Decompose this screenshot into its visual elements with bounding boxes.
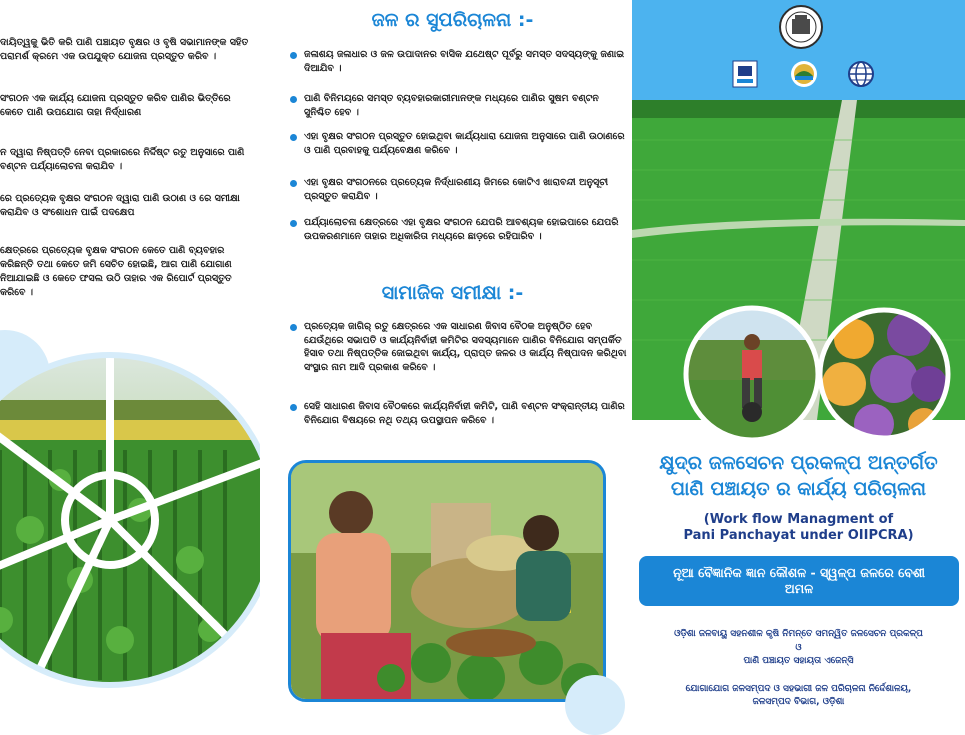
footer-contact-line-2: ଜଳସମ୍ପଦ ବିଭାଗ, ଓଡ଼ିଶା: [752, 697, 845, 707]
footer-project-line-3: ପାଣି ପଞ୍ଚାୟତ ସହାୟତା ଏଜେନ୍ସି: [743, 656, 854, 666]
decorative-bubble: [565, 675, 625, 735]
globe-logo-icon: [847, 60, 875, 88]
bullet-water-5: ପର୍ଯ୍ୟାଲୋଚନା କ୍ଷେତ୍ରରେ ଏହା ବୃକ୍ଷର ସଂଗଠନ ଯେପରି ଆବଶ୍ୟକ ହୋଇପାରେ ଯେପରି ଉପକରଣମାନେ ତାହାର ଅଧିକାରିତା ମଧ୍ୟରେ ଛାଡ଼ରେ ରହିପାରିବ ।: [290, 216, 629, 243]
left-paragraph-4: ରେ ପ୍ରତ୍ୟେକ ବୃକ୍ଷର ସଂଗଠନ ଦ୍ୱାରା ପାଣି ଉଠାଣ ଓ ରେ ସମୀକ୍ଷା କରାଯିବ ଓ ସଂଶୋଧନ ପାଇଁ ପଦକ୍ଷେପ: [0, 193, 240, 218]
farmer-tilling-photo: [682, 300, 822, 448]
header-bar: [632, 0, 965, 100]
left-paragraph-5: କ୍ଷେତ୍ରରେ ପ୍ରତ୍ୟେକ ବୃକ୍ଷକ ସଂଗଠନ କେତେ ପାଣି ବ୍ୟବହାର କରିଛନ୍ତି ତଥା କେତେ ଜମି ସେଚିତ ହୋଇଛି, ଆଗ ପାଣି ଯୋଗାଣ ନିଆଯାଇଛି ଓ କେତେ ଫସଲ ଉଠି ତାହାର ଏକ ରିପୋର୍ଟ ପ୍ରସ୍ତୁତ କରିବେ ।: [0, 245, 232, 298]
left-panel: [0, 0, 275, 731]
title-odia-line-1: କ୍ଷୁଦ୍ର ଜଳସେଚନ ପ୍ରକଳ୍ପ ଅନ୍ତର୍ଗତ: [659, 452, 938, 474]
title-odia-line-2: ପାଣି ପଞ୍ଚାୟତ ର କାର୍ଯ୍ୟ ପରିଚାଳନା: [670, 478, 927, 500]
bullet-water-3: ଏହା ବୃକ୍ଷର ସଂଗଠନ ପ୍ରସ୍ତୁତ ହୋଇଥିବା କାର୍ଯ୍ୟଧାରା ଯୋଜନା ଅନୁସାରେ ପାଣି ଉଠାଣରେ ଓ ପାଣି ପ୍ରବାହକୁ ପର୍ଯ୍ୟବେକ୍ଷଣ କରିବେ ।: [290, 130, 629, 157]
heading-social-audit: ସାମାଜିକ ସମୀକ୍ଷା :-: [381, 282, 524, 304]
left-paragraph-3: ନ ଦ୍ୱାରା ନିଷ୍ପତ୍ତି ନେବା ପ୍ରକାରରେ ନିର୍ଦ୍ଦିଷ୍ଟ ରତୁ ଅନୁସାରେ ପାଣି ବଣ୍ଟନ ପର୍ଯ୍ୟାଲୋଚନା କରାଯିବ ।: [0, 147, 245, 172]
bullet-water-1: ଜଳାଶୟ ଜଳାଧାର ଓ ଜଳ ଉପାଦାନର ବାସିକ ଯଥେଷ୍ଟ ପୂର୍ବରୁ ସମସ୍ତ ସଦସ୍ୟଙ୍କୁ ଜଣାଇ ଦିଆଯିବ ।: [290, 48, 629, 75]
crop-wheel-image: [0, 340, 260, 690]
right-panel: [632, 0, 965, 731]
oiipcra-logo-icon: [790, 60, 818, 88]
left-paragraph-2: ସଂଗଠନ ଏକ କାର୍ଯ୍ୟ ଯୋଜନା ପ୍ରସ୍ତୁତ କରିବ ପାଣିର ଭିତ୍ତିରେ କେତେ ପାଣି ଉପଯୋଗ ତାହା ନିର୍ଦ୍ଧାରଣ: [0, 93, 231, 118]
bullet-water-2: ପାଣି ବିନିମୟରେ ସମସ୍ତ ବ୍ୟବହାରକାରୀମାନଙ୍କ ମଧ୍ୟରେ ପାଣିର ସୁଷମ ବଣ୍ଟନ ସୁନିଶ୍ଚିତ ହେବ ।: [290, 92, 629, 119]
women-sorting-produce-photo: [288, 460, 606, 702]
bullet-social-2: ସେହି ସାଧାରଣ ଜିବାସ ବୈଠକରେ କାର୍ଯ୍ୟନିର୍ବାହୀ କମିଟି, ପାଣି ବଣ୍ଟନ ସଂକ୍ରାନ୍ତୀୟ ପାଣିର ବିନିଯୋଗ ବିଷୟରେ ନଥି ତଥ୍ୟ ଉପସ୍ଥାପନ କରିବେ ।: [290, 400, 629, 427]
bullet-social-1: ପ୍ରତ୍ୟେକ ଜାଗିର୍ ରତୁ କ୍ଷେତ୍ରରେ ଏକ ସାଧାରଣ ଜିବାସ ବୈଠକ ଅନୁଷ୍ଠିତ ହେବ ଯେଉଁଥିରେ ସଭାପତି ଓ କାର୍ଯ୍ୟନିର୍ବାହୀ କମିଟିର ସଦସ୍ୟମାନେ ପାଣିର ବିନିଯୋଗ ସମ୍ପର୍କିତ ହିସାବ ତଥା ନିଷ୍ପତ୍ତିକ ଜୋଇଥିବା କାର୍ଯ୍ୟ, ପ୍ରାପ୍ତ ଜଳର ଓ କାର୍ଯ୍ୟ ନିଷ୍ପାଦନ କରିଥିବା ସଂସ୍ଥାର ନାମ ଆଦି ପ୍ରକାଶ କରିବେ ।: [290, 320, 629, 374]
footer-contact-line-1: ଯୋଗାଯୋଗ ଜଳସମ୍ପଦ ଓ ସହଭାଗୀ ଜଳ ପରିଚାଳନା ନିର୍ଦ୍ଦେଶାଳୟ,: [685, 684, 912, 694]
middle-panel: [275, 0, 630, 731]
tagline-line-2: ଅମଳ: [784, 581, 814, 596]
bank-logo-icon: [732, 60, 758, 88]
heading-water-management: ଜଳ ର ସୁପରିଚାଳନା :-: [371, 9, 534, 31]
cauliflower-photo: [814, 304, 954, 444]
tagline-banner: [639, 556, 959, 606]
photo-illustration: [291, 463, 603, 699]
title-english-line-2: Pani Panchayat under OIIPCRA): [683, 528, 914, 543]
footer-project-line-2: ଓ: [795, 643, 802, 653]
emblem-icon: [778, 3, 824, 55]
tagline-line-1: ନୂଆ ବୈଜ୍ଞାନିକ ଜ୍ଞାନ କୌଶଳ - ସ୍ୱଳ୍ପ ଜଳରେ ବେଶୀ: [673, 565, 925, 580]
title-english-line-1: (Work flow Managment of: [703, 512, 894, 527]
left-paragraph-1: ଦାୟିତ୍ୱକୁ ଭିତି କରି ପାଣି ପଞ୍ଚାୟତ ବୃକ୍ଷର ଓ ବୃଷି ସଭାମାନଙ୍କ ସହିତ ପରାମର୍ଶ କ୍ରମେ ଏକ ଉପଯୁକ୍ତ ଯୋଜନା ପ୍ରସ୍ତୁତ କରିବ ।: [0, 37, 249, 62]
footer-project-line-1: ଓଡ଼ିଶା ଜଳବାୟୁ ସହନଶୀଳ କୃଷି ନିମନ୍ତେ ସମନ୍ୱିତ ଜଳସେଚନ ପ୍ରକଳ୍ପ: [674, 629, 923, 639]
bullet-water-4: ଏହା ବୃକ୍ଷର ସଂଗଠନରେ ପ୍ରତ୍ୟେକ ନିର୍ଦ୍ଧାରଣୀୟ ଜିମରେ କୋଟିଏ ଖାରାବନ୍ଦୀ ଅନୁସୂଚୀ ପ୍ରସ୍ତୁତ କରାଯିବ ।: [290, 176, 629, 203]
